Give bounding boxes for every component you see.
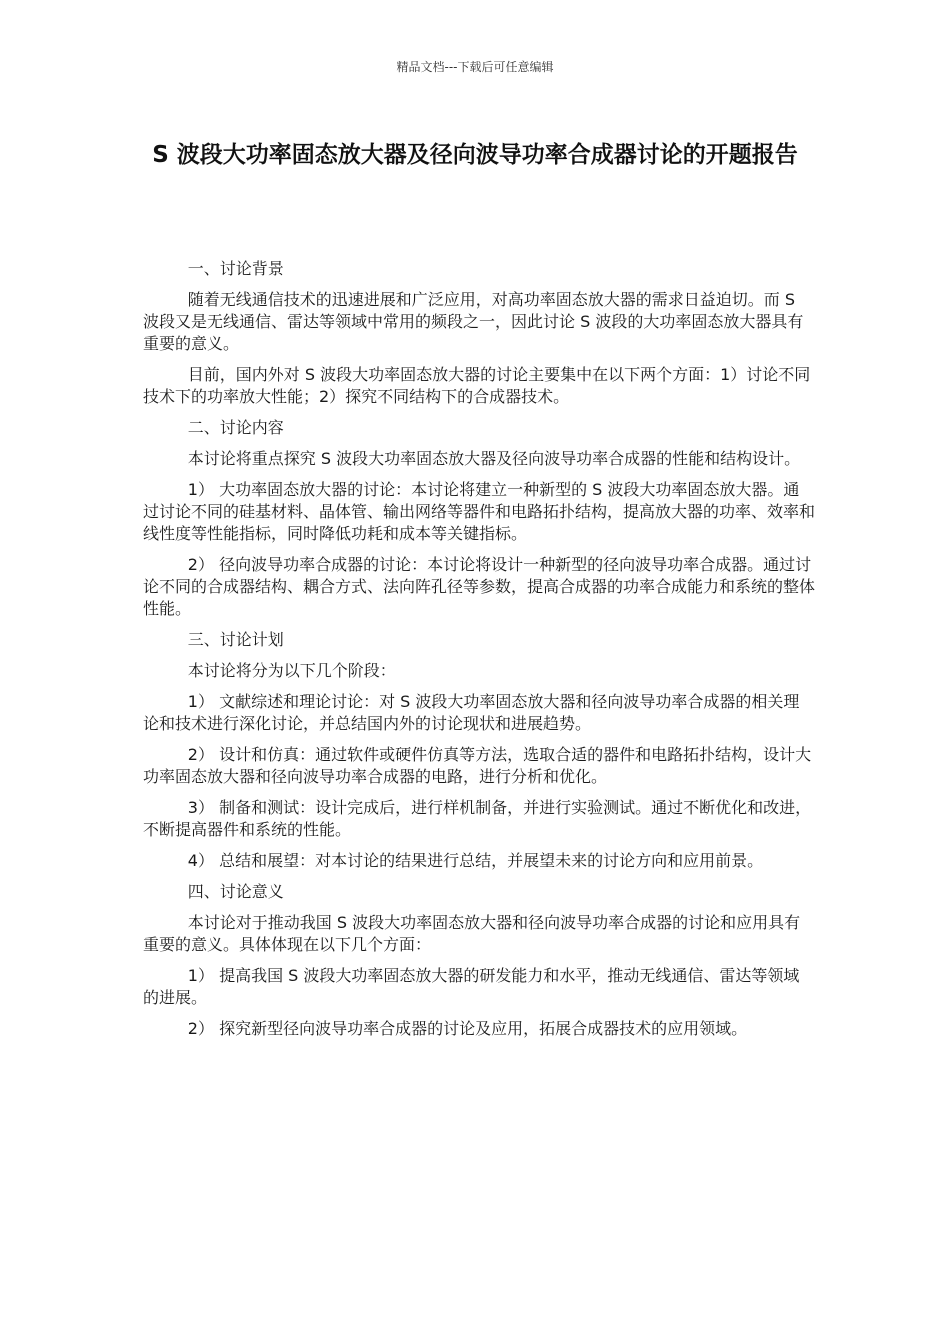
- list-item: 1） 文献综述和理论讨论：对 S 波段大功率固态放大器和径向波导功率合成器的相关理论和技术进行深化讨论，并总结国内外的讨论现状和进展趋势。: [143, 692, 800, 733]
- section-heading-content: 二、讨论内容: [187, 418, 284, 437]
- paragraph: 本讨论将重点探究 S 波段大功率固态放大器及径向波导功率合成器的性能和结构设计。: [187, 449, 801, 468]
- paragraph: 目前，国内外对 S 波段大功率固态放大器的讨论主要集中在以下两个方面：1）讨论不同技术下的功率放大性能；2）探究不同结构下的合成器技术。: [143, 365, 811, 406]
- list-item: 2） 探究新型径向波导功率合成器的讨论及应用，拓展合成器技术的应用领域。: [187, 1019, 748, 1038]
- list-item: 1） 提高我国 S 波段大功率固态放大器的研发能力和水平，推动无线通信、雷达等领域的进展。: [143, 966, 800, 1007]
- paragraph: 本讨论将分为以下几个阶段：: [187, 661, 396, 680]
- document-title: S 波段大功率固态放大器及径向波导功率合成器讨论的开题报告: [152, 142, 798, 168]
- page-header-watermark: 精品文档---下载后可任意编辑: [396, 60, 554, 74]
- list-item: 2） 径向波导功率合成器的讨论：本讨论将设计一种新型的径向波导功率合成器。通过讨论不同的合成器结构、耦合方式、法向阵孔径等参数，提高合成器的功率合成能力和系统的整体性能。: [143, 555, 816, 618]
- list-item: 2） 设计和仿真：通过软件或硬件仿真等方法，选取合适的器件和电路拓扑结构，设计大功率固态放大器和径向波导功率合成器的电路，进行分析和优化。: [143, 745, 812, 786]
- list-item: 3） 制备和测试：设计完成后，进行样机制备，并进行实验测试。通过不断优化和改进，不断提高器件和系统的性能。: [143, 798, 812, 839]
- list-item: 1） 大功率固态放大器的讨论：本讨论将建立一种新型的 S 波段大功率固态放大器。通过讨论不同的硅基材料、晶体管、输出网络等器件和电路拓扑结构，提高放大器的功率、效率和线性度等性能指标，同时降低功耗和成本等关键指标。: [143, 480, 816, 543]
- section-heading-significance: 四、讨论意义: [187, 882, 284, 901]
- document-body: [143, 258, 815, 1049]
- paragraph: 随着无线通信技术的迅速进展和广泛应用，对高功率固态放大器的需求日益迫切。而 S 波段又是无线通信、雷达等领域中常用的频段之一，因此讨论 S 波段的大功率固态放大器具有重要的意义。: [143, 290, 804, 353]
- section-heading-background: 一、讨论背景: [187, 259, 284, 278]
- paragraph: 本讨论对于推动我国 S 波段大功率固态放大器和径向波导功率合成器的讨论和应用具有重要的意义。具体体现在以下几个方面：: [143, 913, 801, 954]
- list-item: 4） 总结和展望：对本讨论的结果进行总结，并展望未来的讨论方向和应用前景。: [187, 851, 764, 870]
- section-heading-plan: 三、讨论计划: [187, 630, 284, 649]
